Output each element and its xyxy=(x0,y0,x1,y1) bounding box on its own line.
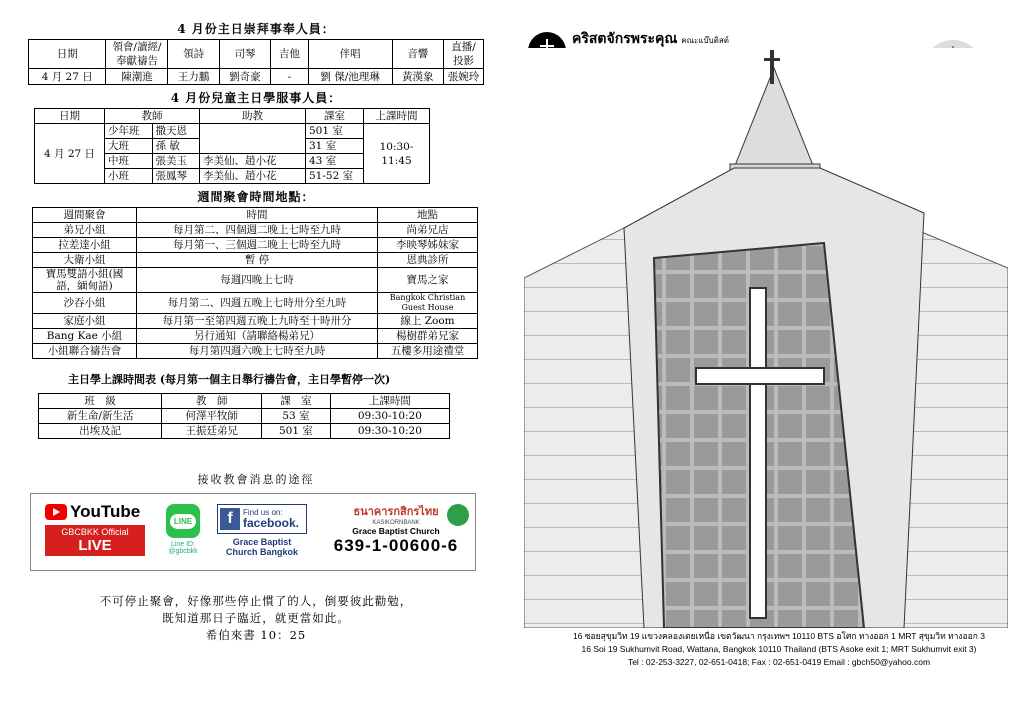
cell: 張鳳琴 xyxy=(152,169,200,184)
line-brand: LINE xyxy=(170,514,196,529)
youtube-logo xyxy=(45,502,145,522)
table-row xyxy=(33,293,478,314)
church-thai-small: คณะแบ๊บติสต์ xyxy=(681,36,729,45)
bible-verse xyxy=(28,593,484,644)
cell: 每週四晚上七時 xyxy=(137,268,378,293)
adult-school-table xyxy=(38,393,450,439)
table-row xyxy=(29,69,484,85)
sunday-school-title: 4 月份兒童主日學服事人員： xyxy=(170,91,342,105)
cell: 少年班 xyxy=(105,124,153,139)
header-cell: 吉他 xyxy=(271,40,308,69)
header-cell: 日期 xyxy=(29,40,106,69)
right-panel xyxy=(524,28,1008,688)
cell: 501 室 xyxy=(262,424,331,439)
verse-reference: 希伯來書 10：25 xyxy=(205,628,307,642)
cell: 每月第四週六晚上七時至九時 xyxy=(137,344,378,359)
cell: 寶馬之家 xyxy=(378,268,478,293)
cell: 撒天恩 xyxy=(152,124,200,139)
header-cell: 司琴 xyxy=(219,40,270,69)
header-cell: 教師 xyxy=(105,109,200,124)
header-cell: 週間聚會 xyxy=(33,208,137,223)
kasikorn-logo-icon xyxy=(447,504,469,526)
cell: 張美玉 xyxy=(152,154,200,169)
header-cell: 課室 xyxy=(306,109,364,124)
cell: 暫 停 xyxy=(137,253,378,268)
youtube-channel: GBCBKK Official xyxy=(61,527,129,537)
cell: 501 室 xyxy=(306,124,364,139)
table-row xyxy=(33,329,478,344)
youtube-brand: YouTube xyxy=(70,502,141,521)
cell: 小組聯合禱告會 xyxy=(33,344,137,359)
cell: 李美仙、趙小花 xyxy=(200,154,306,169)
line-handle: @gbcbkk xyxy=(168,548,198,555)
table-row xyxy=(33,344,478,359)
cell: 51-52 室 xyxy=(306,169,364,184)
cell: 何澤平牧師 xyxy=(162,409,262,424)
cell: 恩典診所 xyxy=(378,253,478,268)
bank-account-number: 639-1-00600-6 xyxy=(333,536,459,555)
cell: 每月第一、三個週二晚上七時至九時 xyxy=(137,238,378,253)
facebook-block[interactable] xyxy=(217,504,307,557)
header-cell: 上課時間 xyxy=(364,109,430,124)
cell: Bangkok Christian Guest House xyxy=(378,293,478,314)
youtube-live: LIVE xyxy=(78,537,112,554)
cell: 拉差達小組 xyxy=(33,238,137,253)
youtube-card xyxy=(45,525,145,556)
verse-line-1: 不可停止聚會，好像那些停止慣了的人，倒要彼此勸勉， xyxy=(99,594,413,608)
cell: 楊樹群弟兄家 xyxy=(378,329,478,344)
church-address xyxy=(554,630,1004,669)
cell: 家庭小組 xyxy=(33,314,137,329)
table-row xyxy=(33,314,478,329)
header-cell: 伴唱 xyxy=(308,40,392,69)
cell: 出埃及記 xyxy=(39,424,162,439)
cell: 劉奇豪 xyxy=(219,69,270,85)
cell: 王力鵬 xyxy=(168,69,219,85)
cell: - xyxy=(271,69,308,85)
facebook-text xyxy=(243,508,299,530)
bank-block xyxy=(323,502,469,556)
worship-table xyxy=(28,39,484,85)
facebook-page-name: Grace Baptist Church Bangkok xyxy=(225,537,298,557)
cell: 43 室 xyxy=(306,154,364,169)
table-row xyxy=(33,268,478,293)
cell: 09:30-10:20 xyxy=(330,409,449,424)
cell: 五樓多用途禮堂 xyxy=(378,344,478,359)
table-row xyxy=(35,124,430,139)
cell: 中班 xyxy=(105,154,153,169)
table-row xyxy=(33,223,478,238)
adult-school-title: 主日學上課時間表 (每月第一個主日舉行禱告會，主日學暫停一次) xyxy=(68,373,391,386)
cell: 線上 Zoom xyxy=(378,314,478,329)
cell: 53 室 xyxy=(262,409,331,424)
facebook-icon: f xyxy=(220,508,240,530)
cell: Bang Kae 小組 xyxy=(33,329,137,344)
table-header-row xyxy=(29,40,484,69)
cell: 陳潮進 xyxy=(106,69,168,85)
cell: 尚弟兄店 xyxy=(378,223,478,238)
header-cell: 課 室 xyxy=(262,394,331,409)
cell: 張婉玲 xyxy=(444,69,484,85)
church-thai-name: คริสตจักรพระคุณ คณะแบ๊บติสต์ xyxy=(572,30,729,46)
cell: 4 月 27 日 xyxy=(29,69,106,85)
cell: 4 月 27 日 xyxy=(35,124,105,184)
cell: 大班 xyxy=(105,139,153,154)
cell: 另行通知（請聯絡楊弟兄） xyxy=(137,329,378,344)
cell: 大衛小組 xyxy=(33,253,137,268)
cell: 黃漢象 xyxy=(392,69,443,85)
table-header-row xyxy=(39,394,450,409)
play-icon xyxy=(45,504,67,520)
verse-line-2: 既知道那日子臨近，就更當如此。 xyxy=(162,611,350,625)
address-contact: Tel : 02-253-3227, 02-651-0418; Fax : 02-651-0419 Email : gbch50@yahoo.com xyxy=(627,657,931,667)
header-cell: 時間 xyxy=(137,208,378,223)
meetings-title: 週間聚會時間地點： xyxy=(197,190,315,204)
table-row xyxy=(33,253,478,268)
cell: 李映琴姊妹家 xyxy=(378,238,478,253)
header-cell: 地點 xyxy=(378,208,478,223)
header-cell: 教 師 xyxy=(162,394,262,409)
cell: 新生命/新生活 xyxy=(39,409,162,424)
address-thai: 16 ซอยสุขุมวิท 19 แขวงคลองเตยเหนือ เขตวัฒนา กรุงเทพฯ 10110 BTS อโศก ทางออก 1 MRT สุขุมวิท ทางออก 3 xyxy=(572,631,986,641)
line-id-label: Line ID: xyxy=(170,541,196,548)
church-building-illustration xyxy=(524,48,1008,628)
table-header-row xyxy=(35,109,430,124)
facebook-brand: facebook. xyxy=(243,516,300,530)
cell: 沙吞小組 xyxy=(33,293,137,314)
cell: 31 室 xyxy=(306,139,364,154)
left-panel xyxy=(28,16,484,644)
header-cell: 上課時間 xyxy=(330,394,449,409)
cell: 每月第二、四個週二晚上七時至九時 xyxy=(137,223,378,238)
cell: 10:30-11:45 xyxy=(364,124,430,184)
facebook-card xyxy=(217,504,307,534)
table-row xyxy=(39,409,450,424)
header-cell: 音響 xyxy=(392,40,443,69)
cell: 09:30-10:20 xyxy=(330,424,449,439)
bank-account-name: Grace Baptist Church xyxy=(352,526,440,536)
cell: 每月第一至第四週五晚上九時至十時卅分 xyxy=(137,314,378,329)
cell: 每月第二、四週五晚上七時卅分至九時 xyxy=(137,293,378,314)
cell: 小班 xyxy=(105,169,153,184)
header-cell: 直播/投影 xyxy=(444,40,484,69)
worship-title: 4 月份主日崇拜事奉人員： xyxy=(177,22,335,36)
header-cell: 領詩 xyxy=(168,40,219,69)
address-en: 16 Soi 19 Sukhumvit Road, Wattana, Bangkok 10110 Thailand (BTS Asoke exit 1; MRT Sukhumvit exit 3) xyxy=(581,644,977,654)
meetings-table xyxy=(32,207,478,359)
contact-title: 接收教會消息的途徑 xyxy=(197,473,315,486)
line-icon xyxy=(166,504,200,538)
table-row xyxy=(39,424,450,439)
sunday-school-table xyxy=(34,108,430,184)
facebook-find: Find us on: xyxy=(243,508,283,517)
cell xyxy=(200,124,306,154)
table-row xyxy=(33,238,478,253)
cell: 李美仙、趙小花 xyxy=(200,169,306,184)
cell: 孫 敏 xyxy=(152,139,200,154)
table-header-row xyxy=(33,208,478,223)
cell: 王振廷弟兄 xyxy=(162,424,262,439)
line-block[interactable] xyxy=(161,504,205,555)
bank-en-name: KASIKORNBANK xyxy=(372,520,420,526)
bank-thai-name: ธนาคารกสิกรไทย xyxy=(353,506,439,518)
header-cell: 助教 xyxy=(200,109,306,124)
header-cell: 班 級 xyxy=(39,394,162,409)
cell: 弟兄小組 xyxy=(33,223,137,238)
cell: 劉 傑/池理琳 xyxy=(308,69,392,85)
cell: 寶馬雙語小組(國語，緬甸語) xyxy=(33,268,137,293)
header-cell: 日期 xyxy=(35,109,105,124)
contact-box xyxy=(30,493,476,571)
header-cell: 領會/讀經/奉獻禱告 xyxy=(106,40,168,69)
youtube-block[interactable] xyxy=(45,502,145,556)
